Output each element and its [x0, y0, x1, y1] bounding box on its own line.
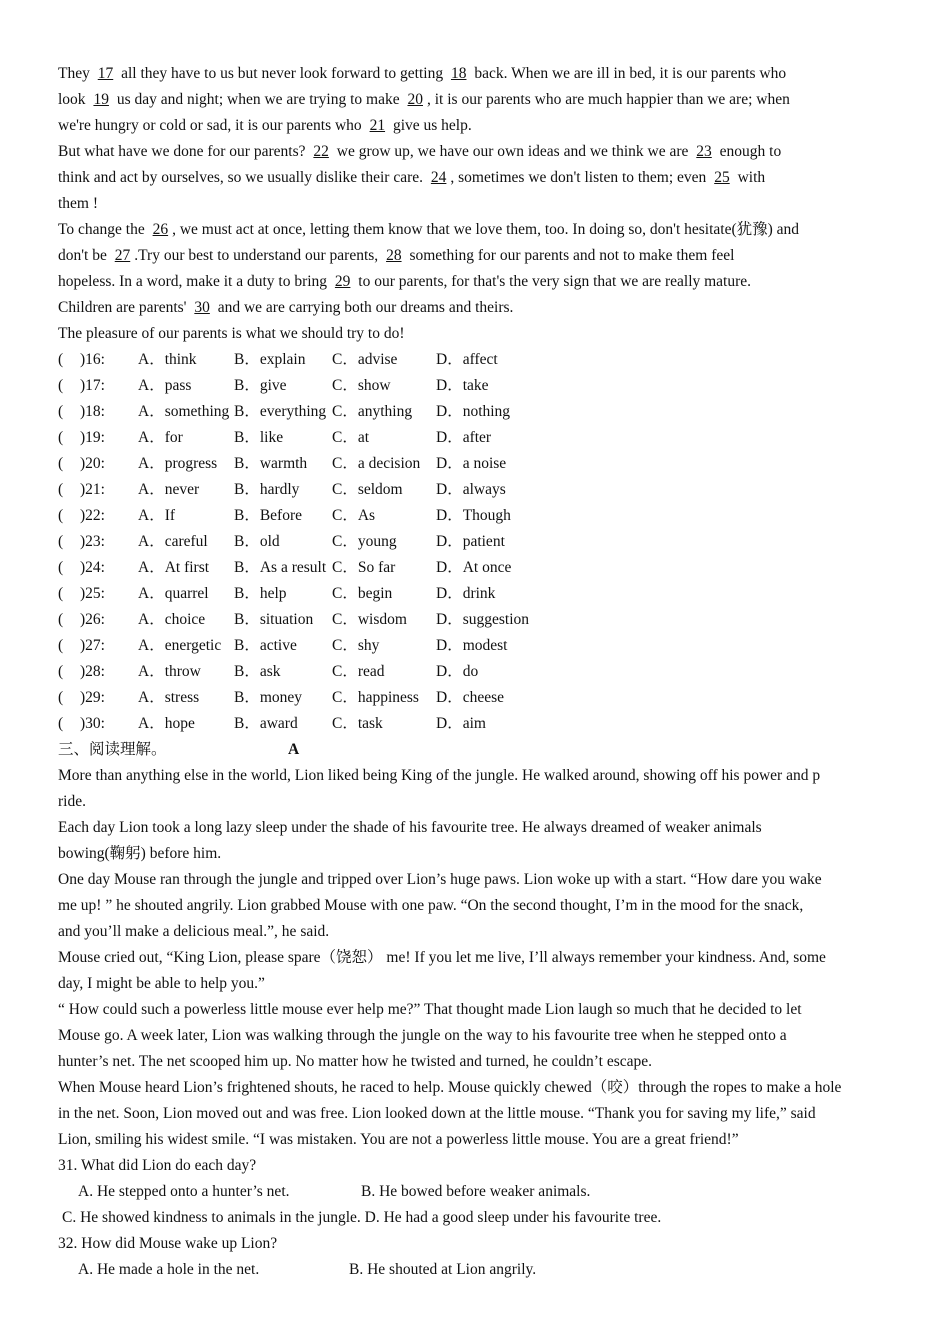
blank-18: 18	[450, 65, 467, 82]
option-b: B．situation	[234, 611, 314, 628]
option-d: D．a noise	[436, 455, 507, 472]
answer-bracket[interactable]: (	[58, 377, 64, 394]
section-title: 三、阅读理解。	[58, 741, 167, 758]
option-d: D．suggestion	[436, 611, 530, 628]
option-d: D．Though	[436, 507, 511, 524]
option-a: A．progress	[138, 455, 218, 472]
blank-20: 20	[407, 91, 423, 108]
option-d: D．cheese	[436, 689, 504, 706]
question-32-stem: 32. How did Mouse wake up Lion?	[58, 1235, 278, 1252]
reading-line: Each day Lion took a long lazy sleep under the shade of his favourite tree. He always dreamed of weaker animals	[58, 819, 762, 836]
option-b: B．award	[234, 715, 298, 732]
option-c: C．anything	[332, 403, 413, 420]
blank-27: 27	[114, 247, 131, 264]
option-b: B. He shouted at Lion angrily.	[349, 1261, 537, 1278]
text: , sometimes we don't listen to them; even	[450, 169, 711, 186]
text: , we must act at once, letting them know that we love them, too. In doing so, don't hesitate(犹豫) and	[172, 221, 800, 238]
option-b: B. He bowed before weaker animals.	[361, 1183, 591, 1200]
option-a: A．At first	[138, 559, 210, 576]
question-number: )23:	[80, 533, 105, 550]
cloze-line-1	[58, 61, 898, 87]
cloze-line-7	[58, 217, 898, 243]
blank-21: 21	[369, 117, 386, 134]
text: us day and night; when we are trying to make	[112, 91, 404, 108]
option-d: D．after	[436, 429, 492, 446]
option-c: C．seldom	[332, 481, 403, 498]
reading-passage	[58, 763, 898, 1153]
option-b: B．old	[234, 533, 280, 550]
option-b: B．active	[234, 637, 297, 654]
option-c: C．advise	[332, 351, 398, 368]
answer-bracket[interactable]: (	[58, 533, 64, 550]
reading-line: Mouse cried out, “King Lion, please spare（饶恕） me! If you let me live, I’ll always remember your kindness. And, some	[58, 949, 826, 966]
option-a: A．never	[138, 481, 200, 498]
cloze-line-2	[58, 87, 898, 113]
text: don't be	[58, 247, 111, 264]
document-page	[58, 61, 898, 1283]
option-d: D. He had a good sleep under his favourite tree.	[364, 1209, 662, 1226]
text: The pleasure of our parents is what we should try to do!	[58, 325, 405, 342]
question-number: )18:	[80, 403, 105, 420]
cloze-line-3	[58, 113, 898, 139]
choice-question-row	[58, 347, 898, 373]
question-number: )28:	[80, 663, 105, 680]
answer-bracket[interactable]: (	[58, 429, 64, 446]
choice-question-row	[58, 659, 898, 685]
blank-17: 17	[97, 65, 114, 82]
option-a: A．hope	[138, 715, 195, 732]
option-a: A．for	[138, 429, 183, 446]
option-d: D．nothing	[436, 403, 511, 420]
text: to our parents, for that's the very sign that we are really mature.	[354, 273, 752, 290]
option-d: D．affect	[436, 351, 498, 368]
option-a: A．throw	[138, 663, 201, 680]
option-a: A．stress	[138, 689, 200, 706]
option-d: D．patient	[436, 533, 505, 550]
option-d: D．aim	[436, 715, 486, 732]
option-a: A．quarrel	[138, 585, 209, 602]
text: something for our parents and not to make them feel	[405, 247, 735, 264]
reading-line: and you’ll make a delicious meal.”, he said.	[58, 923, 330, 940]
option-b: B．hardly	[234, 481, 300, 498]
option-b: B．help	[234, 585, 287, 602]
choice-question-row	[58, 399, 898, 425]
cloze-line-10	[58, 295, 898, 321]
choice-question-row	[58, 555, 898, 581]
option-c: C．happiness	[332, 689, 419, 706]
section-header	[58, 737, 898, 763]
question-number: )17:	[80, 377, 105, 394]
reading-line: in the net. Soon, Lion moved out and was free. Lion looked down at the little mouse. “Thank you for saving my life,” said	[58, 1105, 816, 1122]
reading-line: “ How could such a powerless little mouse ever help me?” That thought made Lion laugh so much that he decided to let	[58, 1001, 802, 1018]
option-b: B．money	[234, 689, 303, 706]
reading-line: Mouse go. A week later, Lion was walking through the jungle on the way to his favourite tree when he stepped onto a	[58, 1027, 787, 1044]
option-b: B．As a result	[234, 559, 327, 576]
answer-bracket[interactable]: (	[58, 481, 64, 498]
answer-bracket[interactable]: (	[58, 507, 64, 524]
choice-question-row	[58, 633, 898, 659]
answer-bracket[interactable]: (	[58, 403, 64, 420]
option-a: A．something	[138, 403, 230, 420]
choice-question-row	[58, 451, 898, 477]
question-31-options-ab	[58, 1179, 898, 1205]
option-a: A．careful	[138, 533, 208, 550]
text: But what have we done for our parents?	[58, 143, 310, 160]
text: them !	[58, 195, 99, 212]
option-d: D．drink	[436, 585, 496, 602]
option-c: C．a decision	[332, 455, 421, 472]
text: .Try our best to understand our parents,	[134, 247, 383, 264]
option-b: B．Before	[234, 507, 303, 524]
question-32-options-ab	[58, 1257, 898, 1283]
question-number: )24:	[80, 559, 105, 576]
text: think and act by ourselves, so we usually dislike their care.	[58, 169, 427, 186]
blank-28: 28	[386, 247, 402, 264]
blank-26: 26	[152, 221, 169, 238]
question-number: )25:	[80, 585, 105, 602]
option-a: A．think	[138, 351, 197, 368]
question-number: )21:	[80, 481, 105, 498]
answer-bracket[interactable]: (	[58, 611, 64, 628]
choice-question-row	[58, 425, 898, 451]
choice-question-row	[58, 607, 898, 633]
question-number: )26:	[80, 611, 105, 628]
blank-24: 24	[430, 169, 447, 186]
choice-question-row	[58, 581, 898, 607]
reading-line: bowing(鞠躬) before him.	[58, 845, 222, 862]
option-b: B．warmth	[234, 455, 308, 472]
choice-question-row	[58, 529, 898, 555]
cloze-line-8	[58, 243, 898, 269]
text: , it is our parents who are much happier than we are; when	[427, 91, 790, 108]
blank-25: 25	[714, 169, 730, 186]
option-b: B．give	[234, 377, 287, 394]
answer-bracket[interactable]: (	[58, 689, 64, 706]
text: and we are carrying both our dreams and theirs.	[213, 299, 514, 316]
reading-line: me up! ” he shouted angrily. Lion grabbed Mouse with one paw. “On the second thought, I’m in the mood for the snack,	[58, 897, 804, 914]
option-a: A．If	[138, 507, 176, 524]
option-c: C．So far	[332, 559, 396, 576]
choice-questions	[58, 347, 898, 737]
question-31-stem: 31. What did Lion do each day?	[58, 1157, 257, 1174]
text: we're hungry or cold or sad, it is our parents who	[58, 117, 366, 134]
reading-line: day, I might be able to help you.”	[58, 975, 265, 992]
choice-question-row	[58, 373, 898, 399]
option-b: B．explain	[234, 351, 306, 368]
choice-question-row	[58, 477, 898, 503]
text: enough to	[715, 143, 782, 160]
cloze-line-6	[58, 191, 898, 217]
text: with	[733, 169, 766, 186]
option-d: D．do	[436, 663, 479, 680]
answer-bracket[interactable]: (	[58, 455, 64, 472]
answer-bracket[interactable]: (	[58, 637, 64, 654]
option-c: C．young	[332, 533, 397, 550]
text: They	[58, 65, 94, 82]
text: all they have to us but never look forward to getting	[117, 65, 447, 82]
question-number: )22:	[80, 507, 105, 524]
option-a: A．energetic	[138, 637, 222, 654]
text: To change the	[58, 221, 149, 238]
text: we grow up, we have our own ideas and we think we are	[332, 143, 693, 160]
option-d: D．always	[436, 481, 506, 498]
cloze-line-5	[58, 165, 898, 191]
text: give us help.	[389, 117, 472, 134]
answer-bracket[interactable]: (	[58, 663, 64, 680]
option-c: C．begin	[332, 585, 393, 602]
blank-29: 29	[334, 273, 351, 290]
section-letter: A	[288, 741, 300, 758]
option-c: C．task	[332, 715, 383, 732]
option-a: A. He stepped onto a hunter’s net.	[78, 1183, 290, 1200]
option-d: D．At once	[436, 559, 512, 576]
blank-22: 22	[313, 143, 329, 160]
option-d: D．modest	[436, 637, 508, 654]
option-c: C．shy	[332, 637, 380, 654]
option-c: C．As	[332, 507, 376, 524]
reading-line: ride.	[58, 793, 86, 810]
text: hopeless. In a word, make it a duty to bring	[58, 273, 331, 290]
reading-line: More than anything else in the world, Lion liked being King of the jungle. He walked around, showing off his power and p	[58, 767, 821, 784]
option-a: A．pass	[138, 377, 192, 394]
choice-question-row	[58, 503, 898, 529]
reading-line: When Mouse heard Lion’s frightened shouts, he raced to help. Mouse quickly chewed（咬）through the ropes to make a hole	[58, 1079, 842, 1096]
option-c: C．show	[332, 377, 391, 394]
question-31-options-cd	[58, 1205, 898, 1231]
blank-19: 19	[93, 91, 109, 108]
option-a: A．choice	[138, 611, 206, 628]
answer-bracket[interactable]: (	[58, 351, 64, 368]
option-b: B．everything	[234, 403, 327, 420]
reading-line: hunter’s net. The net scooped him up. No matter how he twisted and turned, he couldn’t escape.	[58, 1053, 653, 1070]
question-number: )19:	[80, 429, 105, 446]
answer-bracket[interactable]: (	[58, 715, 64, 732]
cloze-line-11	[58, 321, 898, 347]
question-number: )20:	[80, 455, 105, 472]
option-c: C．read	[332, 663, 385, 680]
text: back. When we are ill in bed, it is our parents who	[470, 65, 787, 82]
option-c: C．at	[332, 429, 370, 446]
option-d: D．take	[436, 377, 489, 394]
choice-question-row	[58, 685, 898, 711]
text: look	[58, 91, 90, 108]
option-b: B．like	[234, 429, 284, 446]
option-c: C．wisdom	[332, 611, 407, 628]
option-b: B．ask	[234, 663, 281, 680]
answer-bracket[interactable]: (	[58, 585, 64, 602]
question-number: )27:	[80, 637, 105, 654]
answer-bracket[interactable]: (	[58, 559, 64, 576]
option-a: A. He made a hole in the net.	[78, 1261, 260, 1278]
cloze-line-9	[58, 269, 898, 295]
option-c: C. He showed kindness to animals in the jungle.	[62, 1209, 361, 1226]
blank-23: 23	[696, 143, 712, 160]
question-number: )30:	[80, 715, 105, 732]
question-number: )16:	[80, 351, 105, 368]
reading-line: Lion, smiling his widest smile. “I was mistaken. You are not a powerless little mouse. You are a great friend!”	[58, 1131, 739, 1148]
choice-question-row	[58, 711, 898, 737]
text: Children are parents'	[58, 299, 191, 316]
cloze-line-4	[58, 139, 898, 165]
reading-line: One day Mouse ran through the jungle and tripped over Lion’s huge paws. Lion woke up with a start. “How dare you wake	[58, 871, 822, 888]
question-number: )29:	[80, 689, 105, 706]
blank-30: 30	[194, 299, 210, 316]
